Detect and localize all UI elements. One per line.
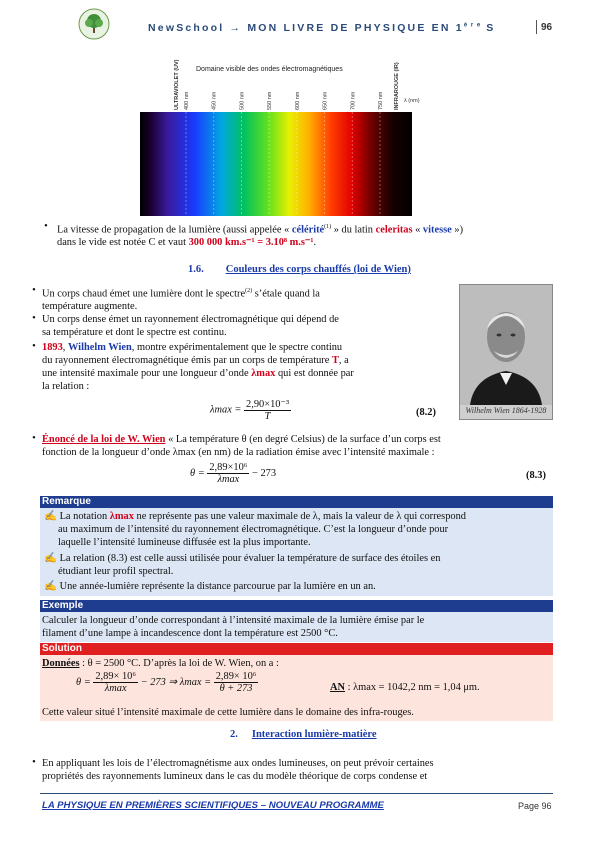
bullet-dense-body: Un corps dense émet un rayonnement électromagnétique qui dépend de sa température et dont le spectre est continu.	[42, 314, 339, 338]
wavelength-unit: λ (nm)	[404, 98, 420, 104]
wavelength-tick-label: 450 nm	[211, 91, 218, 110]
wavelength-tick-label: 400 nm	[184, 91, 190, 110]
bullet-interaction: En appliquant les lois de l’électromagnétisme aux ondes lumineuses, on peut prévoir certaines propriétés des rayonnements lumineux dans le cas du modèle théorique de corps condense et	[42, 758, 434, 782]
wilhelm-wien-portrait	[459, 284, 553, 420]
header-divider	[536, 20, 537, 34]
footer-rule	[40, 793, 553, 794]
example-header: Exemple	[40, 600, 553, 612]
portrait-image	[460, 285, 552, 405]
header-title: NewSchool → MON LIVRE DE PHYSIQUE EN $1^{è r e}$ S	[148, 22, 496, 34]
bullet: •	[32, 313, 36, 324]
header-page-number: 96	[541, 22, 553, 33]
section-1-6-title: 1.6. Couleurs des corps chauffés (loi de Wien)	[188, 264, 411, 275]
bullet: •	[32, 341, 36, 352]
footer-book-title: LA PHYSIQUE EN PREMIÈRES SCIENTIFIQUES – NOUVEAU PROGRAMME	[42, 800, 384, 811]
school-logo	[78, 8, 110, 40]
solution-answer: AN : λmax = 1042,2 nm = 1,04 μm.	[330, 682, 480, 693]
wavelength-tick-label: 650 nm	[322, 91, 329, 110]
section-2-title: 2. Interaction lumière-matière	[230, 729, 377, 740]
solution-data: Données : θ = 2500 °C. D’après la loi de W. Wien, on a :	[42, 658, 279, 669]
solution-conclusion: Cette valeur situé l’intensité maximale de cette lumière dans le domaine des infra-rouges.	[42, 707, 414, 718]
bullet-wien-law: Énoncé de la loi de W. Wien « La température θ (en degré Celsius) de la surface d’un corps est fonction de la longueur d’onde λmax (en nm) de la radiation émise avec l’intensité maximale :	[42, 434, 441, 458]
solution-equation: θ = $\frac{\text{2,89× 10⁶}}{\lambda\max}$ − 273 ⇒ λmax = $\frac{\text{2,89× 10⁶}}{\theta + 273}$	[76, 671, 257, 694]
wavelength-tick-label: 550 nm	[267, 91, 274, 110]
wavelength-tick-label: 700 nm	[350, 91, 357, 110]
pen-icon: ✍	[44, 581, 57, 592]
remark-header: Remarque	[40, 496, 553, 508]
bullet: •	[32, 757, 36, 768]
wavelength-tick-label: 600 nm	[294, 91, 301, 110]
bullet-spectrum-spread: Un corps chaud émet une lumière dont le spectre$^{(2)}$ s’étale quand la température augmente.	[42, 288, 320, 313]
visible-spectrum-figure	[140, 40, 420, 216]
remark-body	[40, 508, 553, 596]
remark-item-3: ✍ Une année-lumière représente la distance parcourue par la lumière en un an.	[44, 581, 376, 592]
uv-label: ULTRAVIOLET (UV)	[174, 59, 180, 110]
wavelength-tick-label: 750 nm	[378, 91, 384, 110]
remark-item-1: ✍ La notation λmax ne représente pas une valeur maximale de λ, mais la valeur de λ qui correspond au maximum de l’intensité du rayonnement électromagnétique. C’est la longueur d’onde pour laquelle l’intensité lumineuse diffusée est la plus importante.	[44, 511, 466, 548]
spectrum-title: Domaine visible des ondes électromagnétiques	[196, 66, 343, 73]
equation-8-3: θ = $\frac{\text{2,89×10⁶}}{\lambda\max}$ − 273	[190, 462, 277, 485]
light-speed-paragraph: La vitesse de propagation de la lumière (aussi appelée « célérité$^{(1)}$ » du latin celeritas « vitesse ») dans le vide est notée C et vaut 300 000 km.s⁻¹ = 3.10⁸ m.s⁻¹.	[57, 224, 464, 249]
pen-icon: ✍	[44, 553, 57, 564]
footer-page-number: Page 96	[518, 801, 552, 811]
solution-header: Solution	[40, 643, 553, 655]
bullet: •	[32, 433, 36, 444]
portrait-caption: Wilhelm Wien 1864-1928	[465, 406, 547, 415]
bullet: •	[44, 221, 48, 232]
equation-8-3-tag: (8.3)	[526, 470, 546, 481]
equation-8-2-tag: (8.2)	[416, 407, 436, 418]
ir-label: INFRAROUGE (IR)	[394, 62, 400, 110]
bullet-wien-1893: 1893, Wilhelm Wien, montre expérimentalement que le spectre continu du rayonnement électromagnétique émis par un corps de température T, a une intensité maximale pour une longueur d’onde λmax qui est donnée par la relation :	[42, 342, 354, 392]
example-body	[40, 612, 553, 642]
pen-icon: ✍	[44, 511, 57, 522]
wavelength-tick-label: 500 nm	[239, 91, 246, 110]
solution-body	[40, 655, 553, 721]
example-text: Calculer la longueur d’onde correspondant à l’intensité maximale de la lumière émise par le filament d’une lampe à incandescence dont la température est 2500 °C.	[42, 615, 425, 639]
bullet: •	[32, 285, 36, 296]
remark-item-2: ✍ La relation (8.3) est celle aussi utilisée pour évaluer la température de surface des étoiles en étudiant leur profil spectral.	[44, 553, 441, 577]
equation-8-2: λmax = $\frac{\text{2,90×10⁻³}}{T}$	[210, 399, 290, 422]
